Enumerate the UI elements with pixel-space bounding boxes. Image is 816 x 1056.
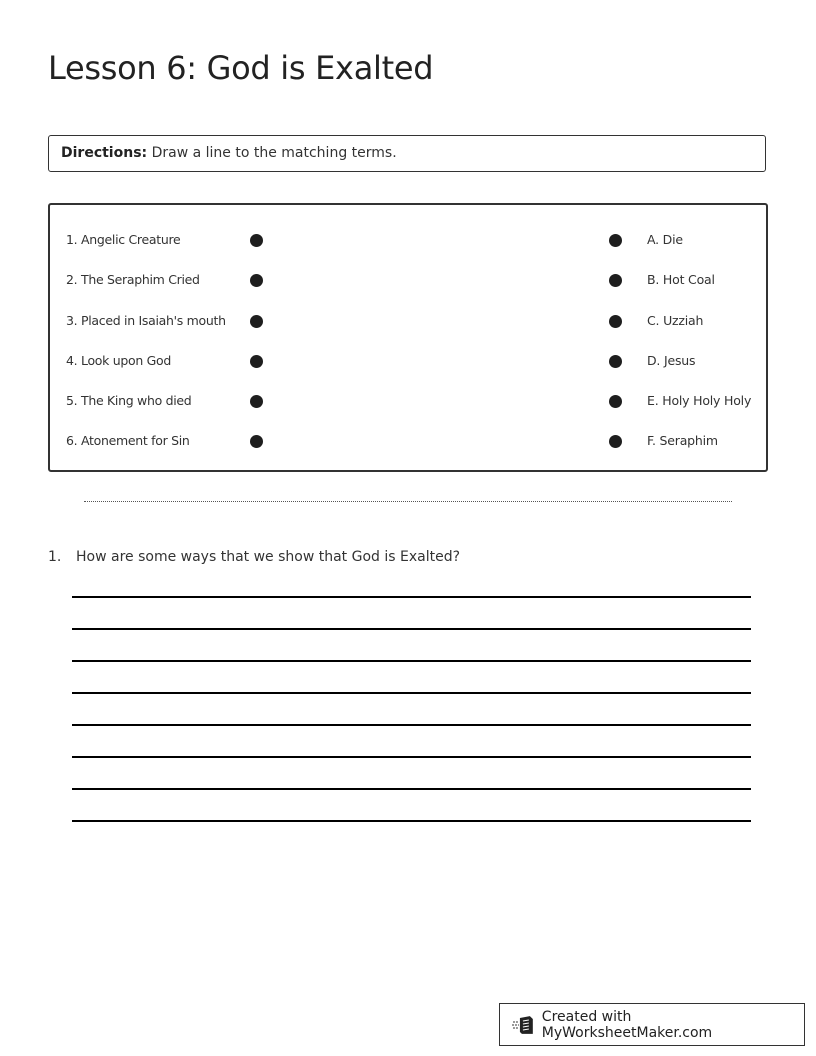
answer-line[interactable] (72, 660, 751, 662)
right-dot-icon[interactable] (609, 315, 622, 328)
dotted-separator (84, 501, 732, 502)
worksheet-logo-icon (512, 1014, 536, 1036)
left-term: 5. The King who died (66, 393, 192, 408)
answer-line[interactable] (72, 692, 751, 694)
right-dot-icon[interactable] (609, 234, 622, 247)
right-term: B. Hot Coal (647, 272, 715, 287)
answer-line[interactable] (72, 724, 751, 726)
right-dot-icon[interactable] (609, 355, 622, 368)
question-text: How are some ways that we show that God is Exalted? (76, 549, 461, 565)
right-term: E. Holy Holy Holy (647, 393, 752, 408)
left-dot-icon[interactable] (250, 274, 263, 287)
question-1 (48, 546, 460, 568)
answer-line[interactable] (72, 756, 751, 758)
left-dot-icon[interactable] (250, 234, 263, 247)
left-dot-icon[interactable] (250, 395, 263, 408)
footer-text: Created with MyWorksheetMaker.com (541, 1008, 713, 1041)
right-term: A. Die (647, 232, 683, 247)
left-term: 2. The Seraphim Cried (66, 272, 200, 287)
left-term: 6. Atonement for Sin (66, 433, 190, 448)
left-term: 4. Look upon God (66, 353, 172, 368)
matching-row (50, 311, 766, 331)
directions-label: Directions: (61, 145, 148, 161)
matching-row (50, 230, 766, 250)
matching-row (50, 391, 766, 411)
answer-line[interactable] (72, 596, 751, 598)
matching-row (50, 431, 766, 451)
matching-row (50, 270, 766, 290)
left-term: 3. Placed in Isaiah's mouth (66, 313, 226, 328)
question-number: 1. (48, 549, 62, 565)
answer-line[interactable] (72, 820, 751, 822)
footer-credit[interactable] (499, 1003, 805, 1046)
left-term: 1. Angelic Creature (66, 232, 181, 247)
page-title: Lesson 6: God is Exalted (48, 49, 434, 87)
answer-line[interactable] (72, 788, 751, 790)
answer-line[interactable] (72, 628, 751, 630)
right-dot-icon[interactable] (609, 435, 622, 448)
matching-box (48, 203, 768, 472)
left-dot-icon[interactable] (250, 315, 263, 328)
matching-row (50, 351, 766, 371)
directions-text: Draw a line to the matching terms. (147, 145, 397, 161)
left-dot-icon[interactable] (250, 435, 263, 448)
directions-box (48, 135, 766, 172)
right-term: C. Uzziah (647, 313, 704, 328)
right-dot-icon[interactable] (609, 274, 622, 287)
right-term: D. Jesus (647, 353, 696, 368)
right-term: F. Seraphim (647, 433, 718, 448)
right-dot-icon[interactable] (609, 395, 622, 408)
left-dot-icon[interactable] (250, 355, 263, 368)
